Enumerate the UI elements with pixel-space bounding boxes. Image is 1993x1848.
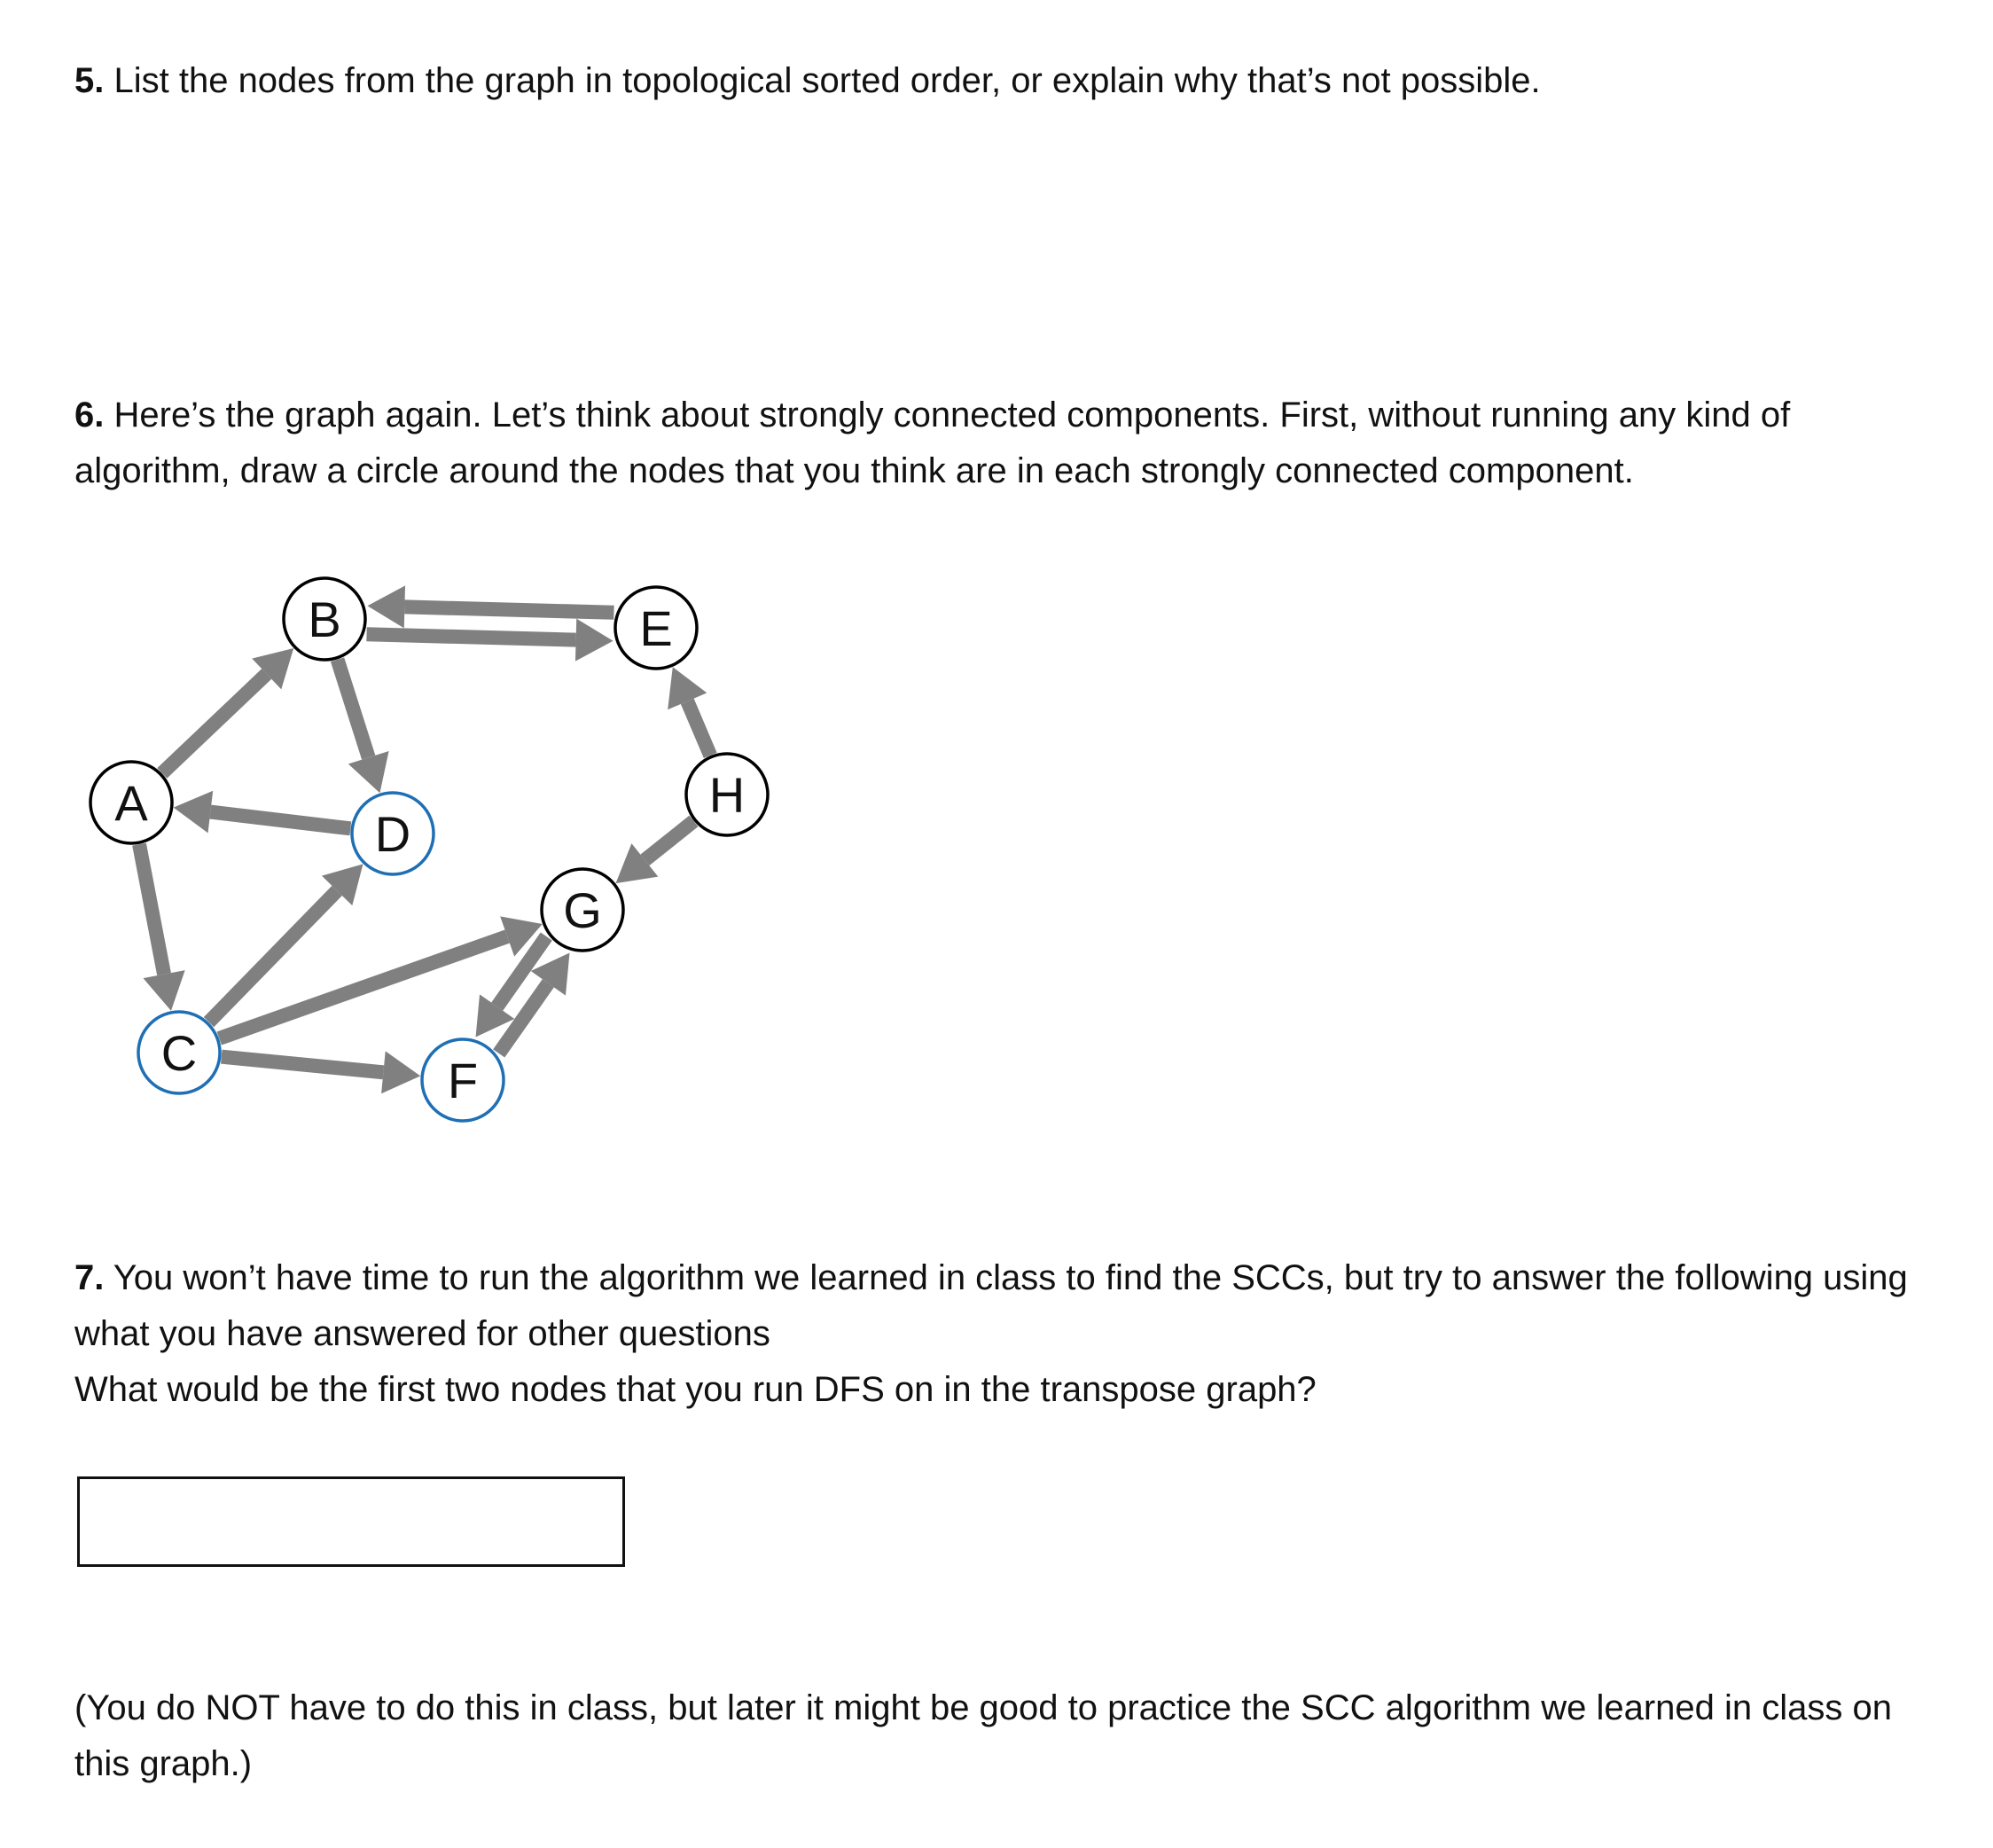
arrowhead xyxy=(174,791,214,834)
question-7 xyxy=(74,1250,1936,1418)
node-F xyxy=(422,1039,504,1121)
edge-shaft xyxy=(162,674,267,773)
arrowhead xyxy=(367,585,405,628)
edge-shaft xyxy=(404,607,614,612)
edge-F-G xyxy=(499,952,570,1053)
node-B xyxy=(284,578,365,660)
edge-A-B xyxy=(162,648,293,773)
edge-H-E xyxy=(668,667,710,756)
node-E xyxy=(615,587,697,669)
edge-shaft xyxy=(645,821,693,860)
node-C xyxy=(138,1012,220,1093)
question-5-text: List the nodes from the graph in topological sorted order, or explain why that’s not possible. xyxy=(113,61,1541,100)
node-label: F xyxy=(447,1053,479,1108)
edge-D-A xyxy=(174,791,351,834)
question-6 xyxy=(74,388,1936,499)
node-label: B xyxy=(308,591,341,647)
arrowhead xyxy=(575,619,614,662)
node-label: D xyxy=(374,806,411,862)
node-A xyxy=(90,762,172,843)
edge-B-D xyxy=(338,660,389,794)
node-label: A xyxy=(114,775,148,831)
edge-H-G xyxy=(616,821,694,883)
question-6-number: 6. xyxy=(74,395,105,435)
edge-shaft xyxy=(367,634,576,639)
node-label: H xyxy=(708,767,746,823)
question-6-text: Here’s the graph again. Let’s think about strongly connected components. First, without running any kind of algorithm, draw a circle around the nodes that you think are in each strongly connected component. xyxy=(74,395,1791,490)
directed-graph xyxy=(0,532,851,1153)
question-7-text-line2: What would be the first two nodes that you run DFS on in the transpose graph? xyxy=(74,1370,1317,1409)
edge-shaft xyxy=(139,844,164,974)
edge-G-F xyxy=(476,936,547,1037)
edge-shaft xyxy=(210,812,350,829)
node-H xyxy=(686,754,768,835)
node-label: C xyxy=(160,1025,198,1081)
node-label: E xyxy=(639,600,673,656)
question-7-text-line1: You won’t have time to run the algorithm we learned in class to find the SCCs, but try to answer the following using what you have answered for other questions xyxy=(74,1258,1908,1353)
arrowhead xyxy=(381,1051,420,1093)
question-7-number: 7. xyxy=(74,1258,105,1297)
edge-shaft xyxy=(338,660,369,757)
edge-shaft xyxy=(222,1057,384,1073)
edge-A-C xyxy=(139,844,185,1011)
answer-box[interactable] xyxy=(77,1476,625,1567)
node-D xyxy=(352,793,434,874)
question-5 xyxy=(74,53,1936,109)
node-G xyxy=(542,869,623,951)
edge-shaft xyxy=(687,701,710,756)
arrowhead xyxy=(144,970,185,1011)
node-label: G xyxy=(563,882,602,938)
question-5-number: 5. xyxy=(74,61,105,100)
edge-shaft xyxy=(219,936,507,1038)
edge-C-F xyxy=(222,1051,420,1093)
closing-note: (You do NOT have to do this in class, but later it might be good to practice the SCC algorithm we learned in class on this graph.) xyxy=(74,1688,1892,1783)
